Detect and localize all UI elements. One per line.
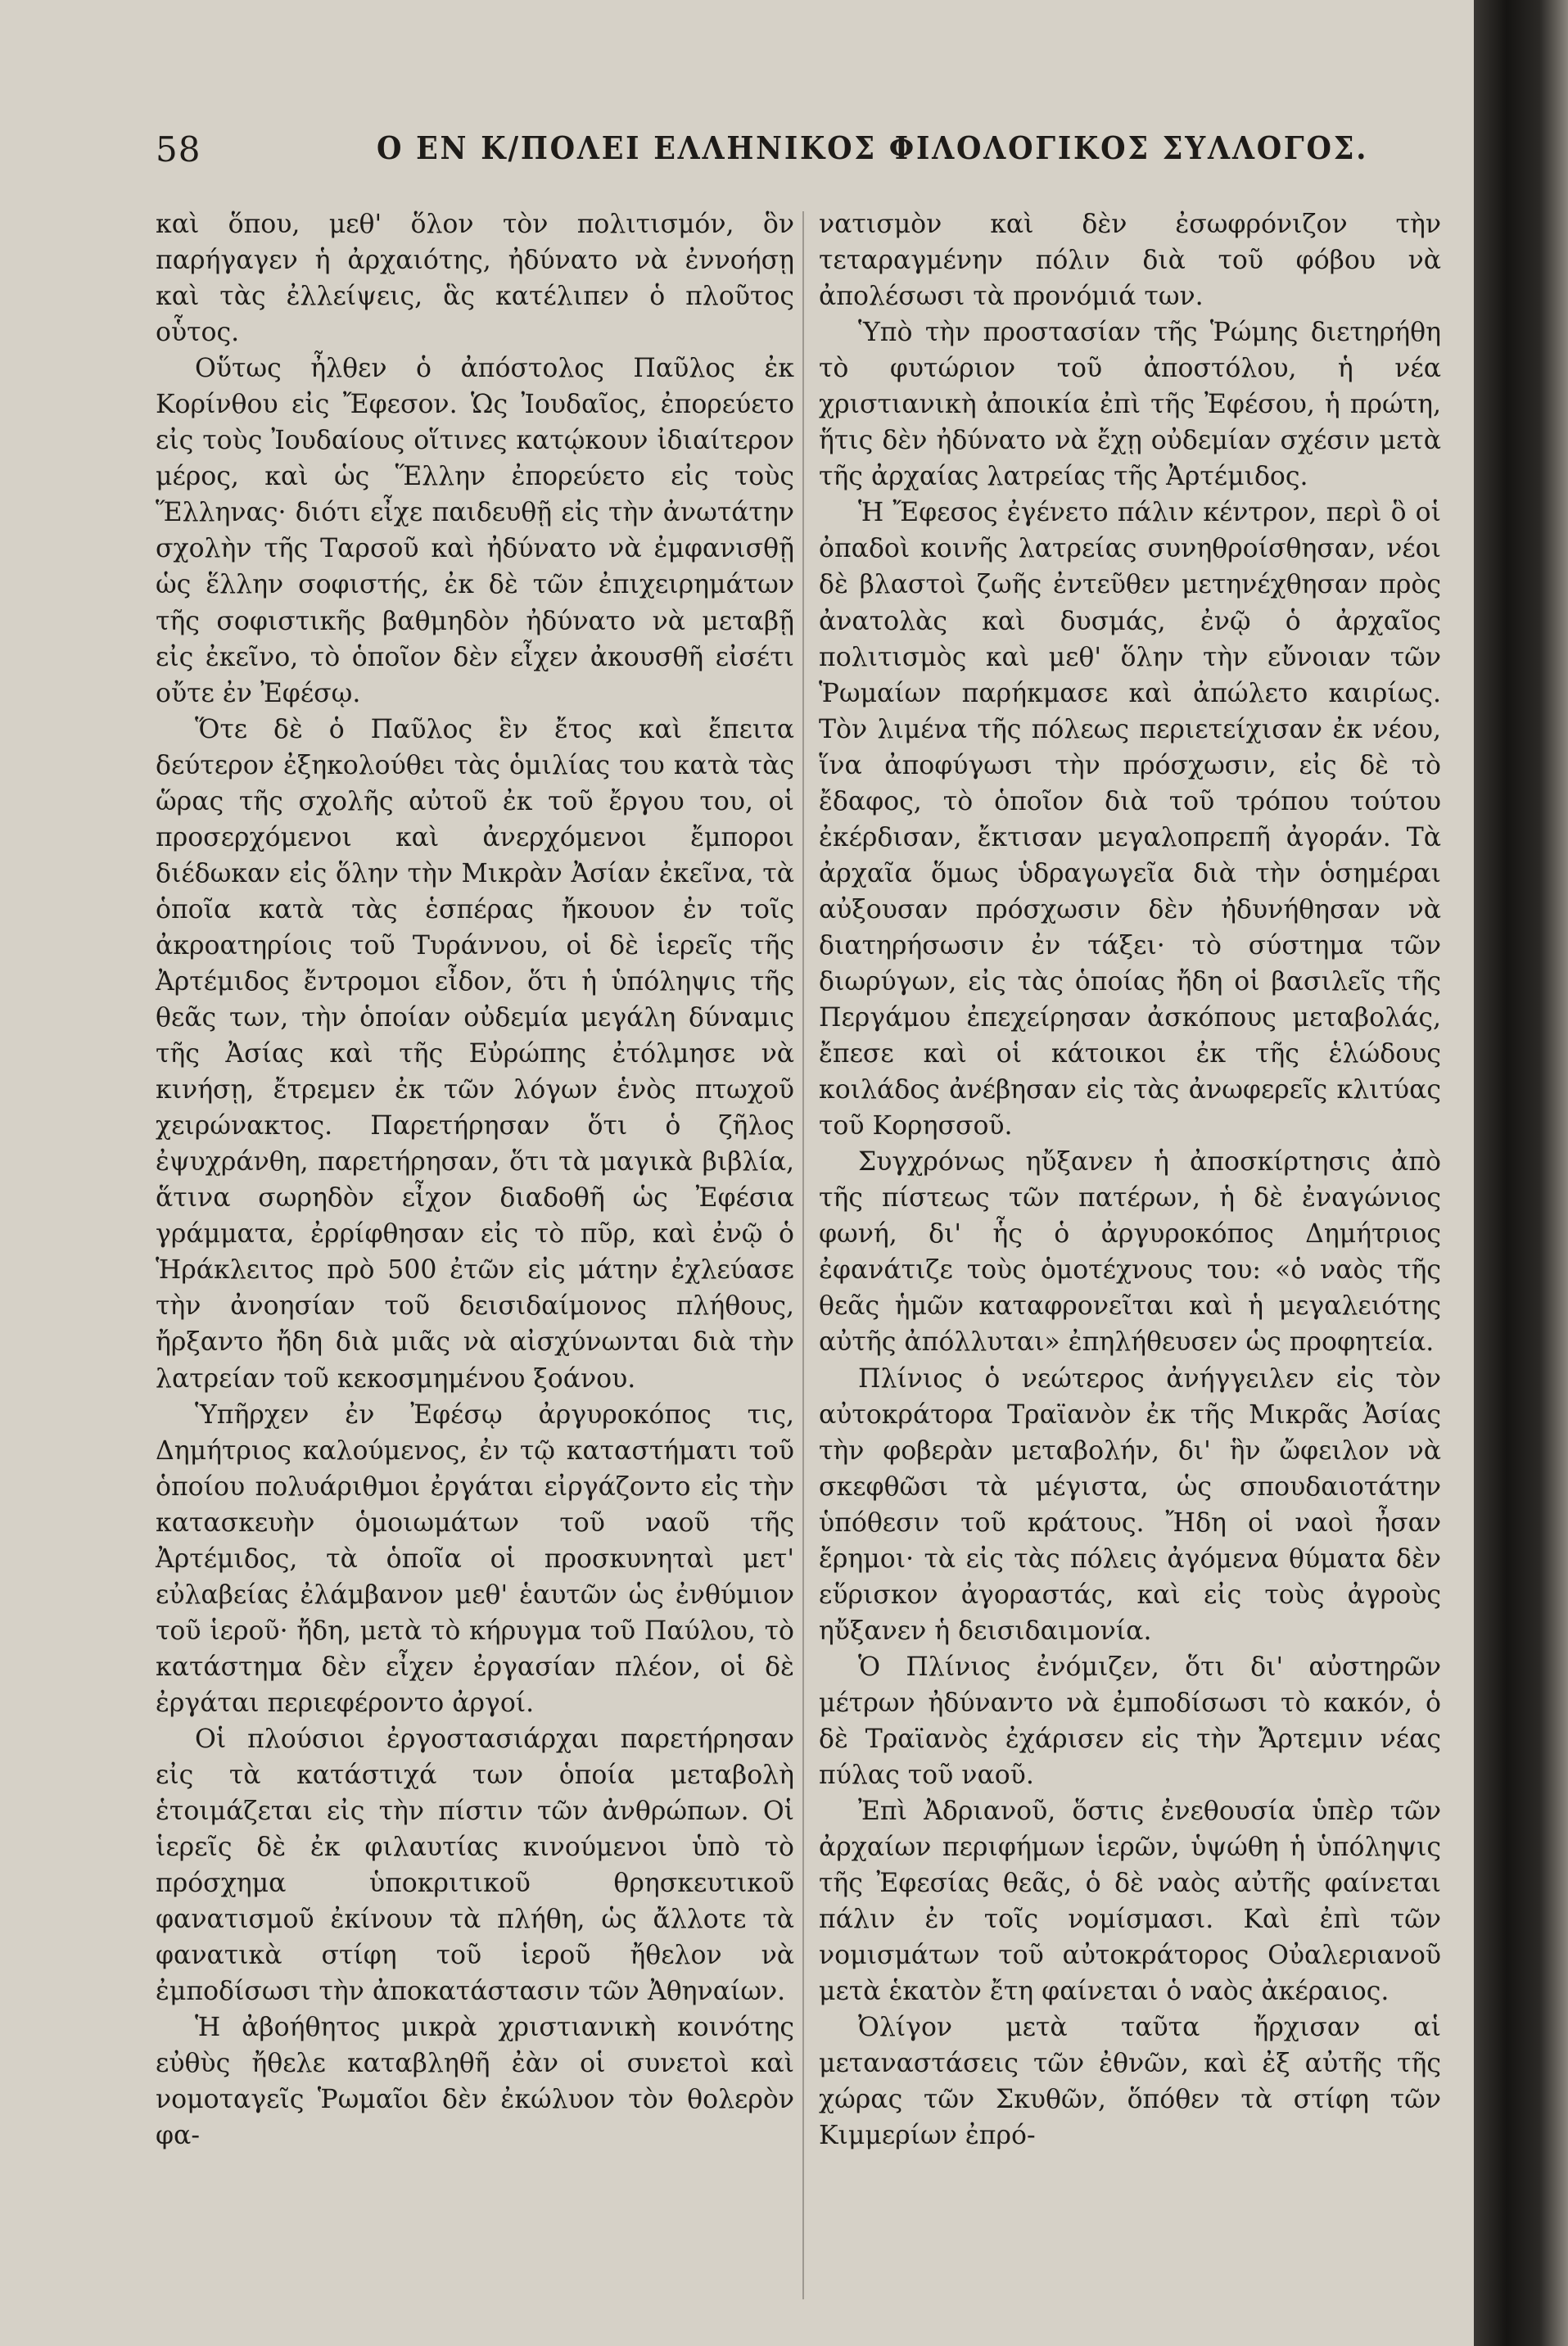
paragraph: Συγχρόνως ηὔξανεν ἡ ἀποσκίρτησις ἀπὸ τῆς πίστεως τῶν πατέρων, ἡ δὲ ἐναγώνιος φωνή, δι' ἧς ὁ ἀργυροκόπος Δημήτριος ἐφανάτιζε τοὺς ὁμοτέχνους του: «ὁ ναὸς τῆς θεᾶς ἡμῶν καταφρονεῖται καὶ ἡ μεγαλειότης αὐτῆς ἀπόλλυται» ἐπηλήθευσεν ὡς προφητεία. <box>819 1147 1441 1358</box>
paragraph: νατισμὸν καὶ δὲν ἐσωφρόνιζον τὴν τεταραγμένην πόλιν διὰ τοῦ φόβου νὰ ἀπολέσωσι τὰ προνόμιά των. <box>819 210 1441 312</box>
paragraph: Ἡ ἀβοήθητος μικρὰ χριστιανικὴ κοινότης εὐθὺς ἤθελε καταβληθῆ ἐὰν οἱ συνετοὶ καὶ νομοταγεῖς Ῥωμαῖοι δὲν ἐκώλυον τὸν θολερὸν φα- <box>156 2013 794 2151</box>
paragraph: Ὅτε δὲ ὁ Παῦλος ἓν ἔτος καὶ ἔπειτα δεύτερον ἐξηκολούθει τὰς ὁμιλίας του κατὰ τὰς ὥρας τῆς σχολῆς αὐτοῦ ἐκ τοῦ ἔργου του, οἱ προσερχόμενοι καὶ ἀνερχόμενοι ἔμποροι διέδωκαν εἰς ὅλην τὴν Μικρὰν Ἀσίαν ἐκεῖνα, τὰ ὁποῖα κατὰ τὰς ἑσπέρας ἤκουον ἐν τοῖς ἀκροατηρίοις τοῦ Τυράννου, οἱ δὲ ἱερεῖς τῆς Ἀρτέμιδος ἔντρομοι εἶδον, ὅτι ἡ ὑπόληψις τῆς θεᾶς των, τὴν ὁποίαν οὐδεμία μεγάλη δύναμις τῆς Ἀσίας καὶ τῆς Εὐρώπης ἐτόλμησε νὰ κινήσῃ, ἔτρεμεν ἐκ τῶν λόγων ἑνὸς πτωχοῦ χειρώνακτος. Παρετήρησαν ὅτι ὁ ζῆλος ἐψυχράνθη, παρετήρησαν, ὅτι τὰ μαγικὰ βιβλία, ἅτινα σωρηδὸν εἶχον διαδοθῆ ὡς Ἐφέσια γράμματα, ἐρρίφθησαν εἰς τὸ πῦρ, καὶ ἐνῷ ὁ Ἡράκλειτος πρὸ 500 ἐτῶν εἰς μάτην ἐχλεύασε τὴν ἀνοησίαν τοῦ δεισιδαίμονος πλήθους, ἤρξαντο ἤδη διὰ μιᾶς νὰ αἰσχύνωνται διὰ τὴν λατρείαν τοῦ κεκοσμημένου ξοάνου. <box>156 714 794 1394</box>
running-head <box>156 129 1369 179</box>
right-column <box>819 206 1441 2154</box>
paragraph: Ὁ Πλίνιος ἐνόμιζεν, ὅτι δι' αὐστηρῶν μέτρων ἠδύναντο νὰ ἐμποδίσωσι τὸ κακόν, ὁ δὲ Τραϊανὸς ἐχάρισεν εἰς τὴν Ἄρτεμιν νέας πύλας τοῦ ναοῦ. <box>819 1652 1441 1791</box>
paragraph: Ὑπὸ τὴν προστασίαν τῆς Ῥώμης διετηρήθη τὸ φυτώριον τοῦ ἀποστόλου, ἡ νέα χριστιανικὴ ἀποικία ἐπὶ τῆς Ἐφέσου, ἡ πρώτη, ἥτις δὲν ἠδύνατο νὰ ἔχῃ οὐδεμίαν σχέσιν μετὰ τῆς ἀρχαίας λατρείας τῆς Ἀρτέμιδος. <box>819 318 1441 492</box>
paragraph: Πλίνιος ὁ νεώτερος ἀνήγγειλεν εἰς τὸν αὐτοκράτορα Τραϊανὸν ἐκ τῆς Μικρᾶς Ἀσίας τὴν φοβερὰν μεταβολήν, δι' ἣν ὤφειλον νὰ σκεφθῶσι τὰ μέγιστα, ὡς σπουδαιοτάτην ὑπόθεσιν τοῦ κράτους. Ἤδη οἱ ναοὶ ἦσαν ἔρημοι· τὰ εἰς τὰς πόλεις ἀγόμενα θύματα δὲν εὕρισκον ἀγοραστάς, καὶ εἰς τοὺς ἀγροὺς ηὔξανεν ἡ δεισιδαιμονία. <box>819 1363 1441 1646</box>
paragraph: Ἐπὶ Ἀδριανοῦ, ὅστις ἐνεθουσία ὑπὲρ τῶν ἀρχαίων περιφήμων ἱερῶν, ὑψώθη ἡ ὑπόληψις τῆς Ἐφεσίας θεᾶς, ὁ δὲ ναὸς αὐτῆς φαίνεται πάλιν ἐν τοῖς νομίσμασι. Καὶ ἐπὶ τῶν νομισμάτων τοῦ αὐτοκράτορος Οὐαλεριανοῦ μετὰ ἑκατὸν ἔτη φαίνεται ὁ ναὸς ἀκέραιος. <box>819 1797 1441 2007</box>
left-column <box>156 206 794 2154</box>
binding-shadow <box>1474 0 1568 2346</box>
column-divider <box>802 211 804 2299</box>
journal-title: Ο ΕΝ Κ/ΠΟΛΕΙ ΕΛΛΗΝΙΚΟΣ ΦΙΛΟΛΟΓΙΚΟΣ ΣΥΛΛΟΓΟΣ. <box>377 129 1369 166</box>
paragraph: Ὀλίγον μετὰ ταῦτα ἤρχισαν αἱ μεταναστάσεις τῶν ἐθνῶν, καὶ ἐξ αὐτῆς τῆς χώρας τῶν Σκυθῶν, ὅπόθεν τὰ στίφη τῶν Κιμμερίων ἐπρό- <box>819 2013 1441 2151</box>
paragraph: Οἱ πλούσιοι ἐργοστασιάρχαι παρετήρησαν εἰς τὰ κατάστιχά των ὁποία μεταβολὴ ἑτοιμάζεται εἰς τὴν πίστιν τῶν ἀνθρώπων. Οἱ ἱερεῖς δὲ ἐκ φιλαυτίας κινούμενοι ὑπὸ τὸ πρόσχημα ὑποκριτικοῦ θρησκευτικοῦ φανατισμοῦ ἐκίνουν τὰ πλήθη, ὡς ἄλλοτε τὰ φανατικὰ στίφη τοῦ ἱεροῦ ἤθελον νὰ ἐμποδίσωσι τὴν ἀποκατάστασιν τῶν Ἀθηναίων. <box>156 1724 794 2007</box>
paragraph: Οὕτως ἦλθεν ὁ ἀπόστολος Παῦλος ἐκ Κορίνθου εἰς Ἔφεσον. Ὡς Ἰουδαῖος, ἐπορεύετο εἰς τοὺς Ἰουδαίους οἵτινες κατῴκουν ἰδιαίτερον μέρος, καὶ ὡς Ἕλλην ἐπορεύετο εἰς τοὺς Ἕλληνας· διότι εἶχε παιδευθῇ εἰς τὴν ἀνωτάτην σχολὴν τῆς Ταρσοῦ καὶ ἠδύνατο νὰ ἐμφανισθῇ ὡς ἕλλην σοφιστής, ἐκ δὲ τῶν ἐπιχειρημάτων τῆς σοφιστικῆς βαθμηδὸν ἠδύνατο νὰ μεταβῇ εἰς ἐκεῖνο, τὸ ὁποῖον δὲν εἶχεν ἀκουσθῆ εἰσέτι οὔτε ἐν Ἐφέσῳ. <box>156 354 794 708</box>
page-number: 58 <box>156 129 201 170</box>
paragraph: Ὑπῆρχεν ἐν Ἐφέσῳ ἀργυροκόπος τις, Δημήτριος καλούμενος, ἐν τῷ καταστήματι τοῦ ὁποίου πολυάριθμοι ἐργάται εἰργάζοντο εἰς τὴν κατασκευὴν ὁμοιωμάτων τοῦ ναοῦ τῆς Ἀρτέμιδος, τὰ ὁποῖα οἱ προσκυνηταὶ μετ' εὐλαβείας ἐλάμβανον μεθ' ἑαυτῶν ὡς ἐνθύμιον τοῦ ἱεροῦ· ἤδη, μετὰ τὸ κήρυγμα τοῦ Παύλου, τὸ κατάστημα δὲν εἶχεν ἐργασίαν πλέον, οἱ δὲ ἐργάται περιεφέροντο ἀργοί. <box>156 1399 794 1718</box>
paragraph: Ἡ Ἔφεσος ἐγένετο πάλιν κέντρον, περὶ ὃ οἱ ὀπαδοὶ κοινῆς λατρείας συνηθροίσθησαν, νέοι δὲ βλαστοὶ ζωῆς ἐντεῦθεν μετηνέχθησαν πρὸς ἀνατολὰς καὶ δυσμάς, ἐνῷ ὁ ἀρχαῖος πολιτισμὸς καὶ μεθ' ὅλην τὴν εὔνοιαν τῶν Ῥωμαίων παρήκμασε καὶ ἀπώλετο καιρίως. Τὸν λιμένα τῆς πόλεως περιετείχισαν ἐκ νέου, ἵνα ἀποφύγωσι τὴν πρόσχωσιν, εἰς δὲ τὸ ἔδαφος, τὸ ὁποῖον διὰ τοῦ τρόπου τούτου ἐκέρδισαν, ἔκτισαν μεγαλοπρεπῆ ἀγοράν. Τὰ ἀρχαῖα ὅμως ὑδραγωγεῖα διὰ τὴν ὁσημέραι αὐξουσαν πρόσχωσιν δὲν ἠδυνήθησαν νὰ διατηρήσωσιν ἐν τάξει· τὸ σύστημα τῶν διωρύγων, εἰς τὰς ὁποίας ἤδη οἱ βασιλεῖς τῆς Περγάμου ἐπεχείρησαν ἀσκόπους μεταβολάς, ἔπεσε καὶ οἱ κάτοικοι ἐκ τῆς ἑλώδους κοιλάδος ἀνέβησαν εἰς τὰς ἀνωφερεῖς κλιτύας τοῦ Κορησσοῦ. <box>819 498 1441 1141</box>
paragraph: καὶ ὅπου, μεθ' ὅλον τὸν πολιτισμόν, ὃν παρήγαγεν ἡ ἀρχαιότης, ἠδύνατο νὰ ἐννοήσῃ καὶ τὰς ἐλλείψεις, ἃς κατέλιπεν ὁ πλοῦτος οὗτος. <box>156 210 794 348</box>
